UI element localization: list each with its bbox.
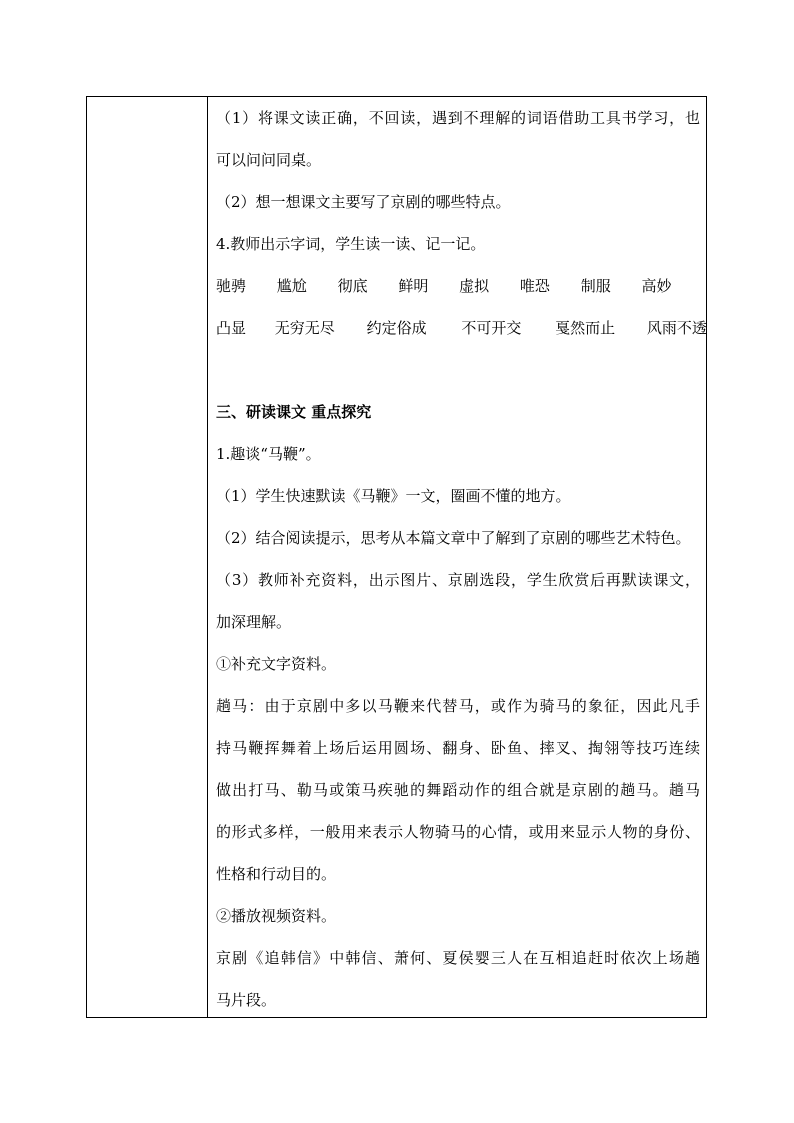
vocabulary-row [216,318,707,338]
text-line: （2）结合阅读提示，思考从本篇文章中了解到了京剧的哪些艺术特色。 [216,529,691,547]
text-line: （1）将课文读正确，不回读，遇到不理解的词语借助工具书学习，也 [216,109,700,127]
text-line: ①补充文字资料。 [216,655,337,673]
vocab-word: 制服 [580,277,611,295]
text-line: 1.趣谈“马鞭”。 [216,445,321,463]
vocab-word: 虚拟 [459,277,490,295]
vocab-word: 约定俗成 [366,319,427,337]
vocab-word: 鲜明 [398,277,429,295]
text-line: （1）学生快速默读《马鞭》一文，圈画不懂的地方。 [216,487,571,505]
vocabulary-row [216,276,700,296]
text-line: 的形式多样，一般用来表示人物骑马的心情，或用来显示人物的身份、 [216,823,700,841]
table-content-cell [208,97,706,1017]
table-left-cell [87,97,208,1017]
vocab-word: 风雨不透 [646,319,707,337]
vocab-word: 不可开交 [461,319,522,337]
vocab-word: 唯恐 [519,277,550,295]
vocab-word: 尴尬 [276,277,307,295]
vocab-word: 戛然而止 [555,319,616,337]
text-line: 马片段。 [216,991,277,1009]
text-line: 加深理解。 [216,613,292,631]
text-line: 性格和行动目的。 [216,865,337,883]
text-line: ②播放视频资料。 [216,907,337,925]
text-line: 京剧《追韩信》中韩信、萧何、夏侯婴三人在互相追赶时依次上场趟 [216,949,700,967]
vocab-word: 无穷无尽 [274,319,335,337]
vocab-word: 彻底 [337,277,368,295]
text-line: 可以问问同桌。 [216,151,322,169]
vocab-word: 凸显 [216,319,247,337]
lesson-table [86,96,707,1018]
text-line: 4.教师出示字词，学生读一读、记一记。 [216,235,486,253]
text-line: 趟马：由于京剧中多以马鞭来代替马，或作为骑马的象征，因此凡手 [216,697,700,715]
text-line: 做出打马、勒马或策马疾驰的舞蹈动作的组合就是京剧的趟马。趟马 [216,781,700,799]
vocab-word: 高妙 [641,277,672,295]
vocab-word: 驰骋 [216,277,247,295]
section-heading: 三、研读课文 重点探究 [216,403,372,421]
text-line: （3）教师补充资料，出示图片、京剧选段，学生欣赏后再默读课文， [216,571,700,589]
text-line: 持马鞭挥舞着上场后运用圆场、翻身、卧鱼、摔叉、掏翎等技巧连续 [216,739,700,757]
text-line: （2）想一想课文主要写了京剧的哪些特点。 [216,193,511,211]
